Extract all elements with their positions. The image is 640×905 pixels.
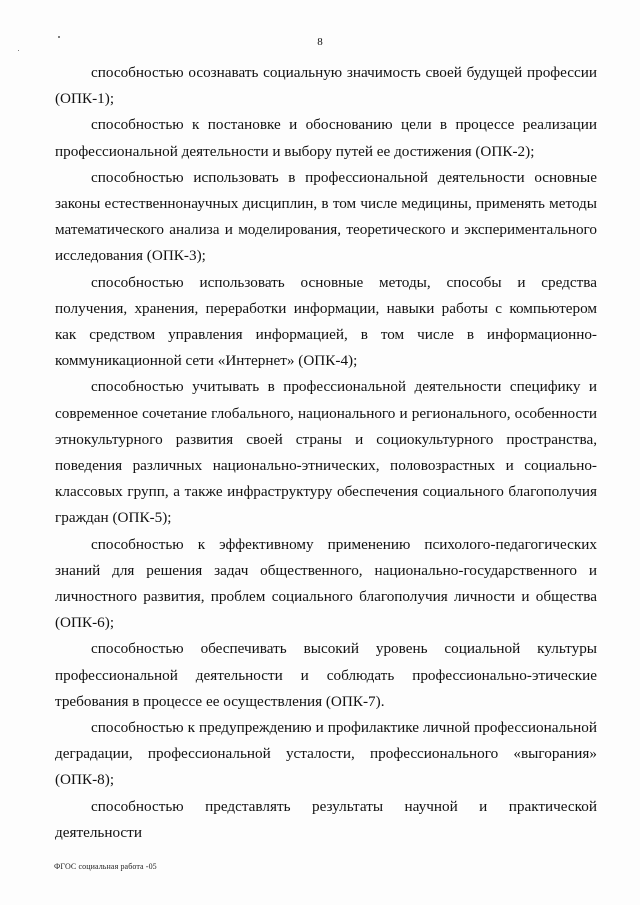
- scan-speck: [18, 50, 19, 51]
- competency-opk-6: способностью к эффективному применению психолого-педагогических знаний для решения задач общественного, национально-государственного и личностного развития, проблем социального благополучия личности и общества (ОПК-6);: [55, 535, 597, 632]
- competency-opk-7: способностью обеспечивать высокий уровень социальной культуры профессиональной деятельности и соблюдать профессионально-этические требования в процессе ее осуществления (ОПК-7).: [55, 640, 597, 710]
- page-footer: ФГОС социальная работа -05: [54, 862, 157, 871]
- competency-opk-1: способностью осознавать социальную значимость своей будущей профессии (ОПК-1);: [55, 64, 597, 108]
- competency-continued: способностью представлять результаты научной и практической деятельности: [55, 797, 597, 841]
- competency-opk-8: способностью к предупреждению и профилактике личной профессиональной деградации, профессиональной усталости, профессионального «выгорания» (ОПК-8);: [55, 719, 597, 789]
- competency-opk-4: способностью использовать основные методы, способы и средства получения, хранения, переработки информации, навыки работы с компьютером как средством управления информацией, в том числе в информационно-коммуникационной сети «Интернет» (ОПК-4);: [55, 273, 597, 370]
- competency-opk-3: способностью использовать в профессиональной деятельности основные законы естественнонаучных дисциплин, в том числе медицины, применять методы математического анализа и моделирования, теоретического и экспериментального исследования (ОПК-3);: [55, 168, 597, 265]
- competency-opk-5: способностью учитывать в профессиональной деятельности специфику и современное сочетание глобального, национального и регионального, особенности этнокультурного развития своей страны и социокультурного пространства, поведения различных национально-этнических, половозрастных и социально-классовых групп, а также инфраструктуру обеспечения социального благополучия граждан (ОПК-5);: [55, 378, 597, 527]
- page-number: 8: [317, 36, 323, 48]
- competency-opk-2: способностью к постановке и обоснованию цели в процессе реализации профессиональной деятельности и выбору путей ее достижения (ОПК-2);: [55, 116, 597, 160]
- competency-list: [55, 60, 597, 846]
